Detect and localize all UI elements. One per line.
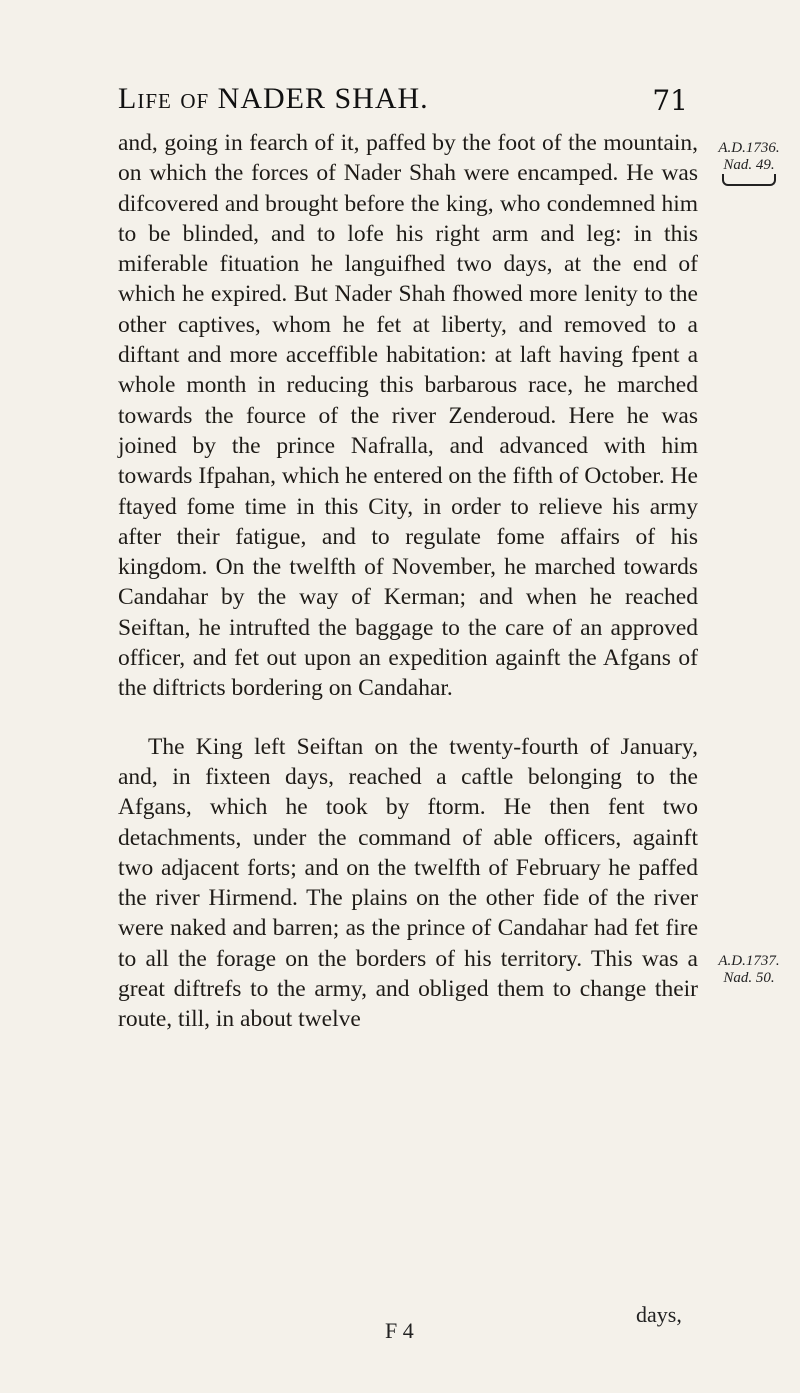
brace-mark: [722, 174, 776, 186]
signature-mark: F 4: [385, 1318, 414, 1343]
margin-note-reign: Nad. 50.: [723, 970, 775, 986]
page-number: 71: [652, 84, 688, 117]
catchword: days,: [636, 1302, 682, 1327]
paragraph: The King left Seiftan on the twenty-fourth of January, and, in fixteen days, reached a caftle belonging to the Afgans, which he took by ftorm. He then fent two detachments, under the command of able officers, againft two adjacent forts; and on the twelfth of February he paffed the river Hirmend. The plains on the other fide of the river were naked and barren; as the prince of Candahar had fet fire to all the forage on the borders of his territory. This was a great diftrefs to the army, and obliged them to change their route, till, in about twelve: [118, 733, 698, 1033]
running-head: Life of NADER SHAH.: [118, 82, 429, 115]
margin-note-date-2: [702, 953, 796, 987]
margin-note-year: A.D.1737.: [718, 953, 780, 969]
margin-note-year: A.D.1736.: [718, 140, 780, 156]
paragraph: and, going in fearch of it, paffed by the foot of the mountain, on which the forces of Nader Shah were encamped. He was difcovered and brought before the king, who condemned him to be blinded, and to lofe his right arm and leg: in this miferable fituation he languifhed two days, at the end of which he expired. But Nader Shah fhowed more lenity to the other captives, whom he fet at liberty, and removed to a diftant and more acceffible habitation: at laft having fpent a whole month in reducing this barbarous race, he marched towards the fource of the river Zenderoud. Here he was joined by the prince Nafralla, and advanced with him towards Ifpahan, which he entered on the fifth of October. He ftayed fome time in this City, in order to relieve his army after their fatigue, and to regulate fome affairs of his kingdom. On the twelfth of November, he marched towards Candahar by the way of Kerman; and when he reached Seiftan, he intrufted the baggage to the care of an approved officer, and fet out upon an expedition againft the Afgans of the diftricts bordering on Candahar.: [118, 130, 698, 702]
margin-note-date-1: [702, 140, 796, 186]
page-header: [118, 82, 688, 122]
margin-note-reign: Nad. 49.: [723, 157, 775, 173]
body-text: [118, 128, 698, 1035]
